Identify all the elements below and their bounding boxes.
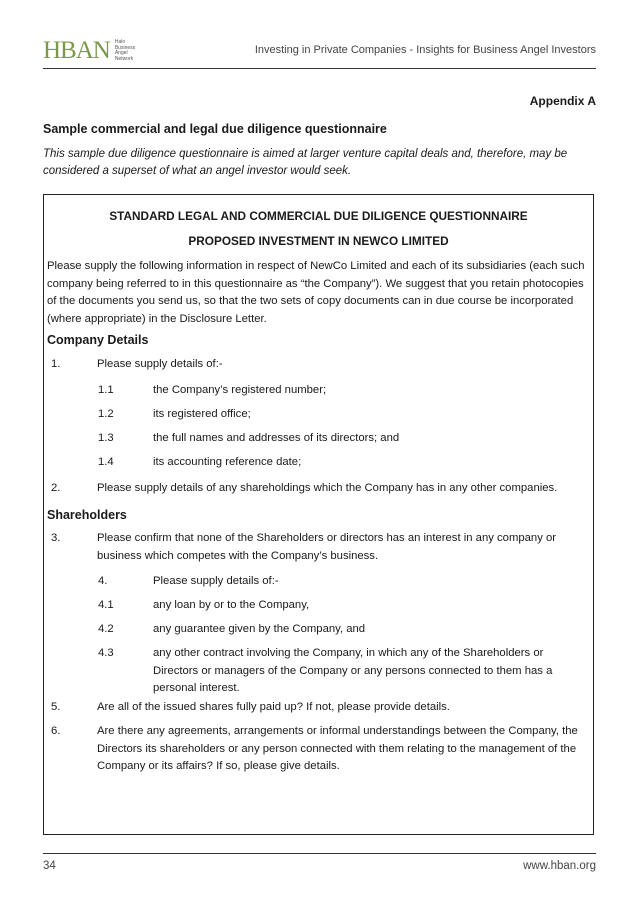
sub-item-number: 1.1 xyxy=(98,384,114,396)
website-link[interactable]: www.hban.org xyxy=(523,860,596,872)
item-number: 3. xyxy=(51,532,61,544)
sub-item-number: 4.3 xyxy=(98,647,114,659)
questionnaire-title: STANDARD LEGAL AND COMMERCIAL DUE DILIGENCE QUESTIONNAIRE xyxy=(109,209,528,223)
hban-logo xyxy=(43,38,135,64)
sub-item-text: its accounting reference date; xyxy=(153,456,302,468)
logo-subtitle xyxy=(115,40,135,62)
page-header xyxy=(43,36,596,68)
document-intro: This sample due diligence questionnaire is aimed at larger venture capital deals and, therefore, may be considered a superset of what an angel investor would seek. xyxy=(43,148,568,177)
item-number: 5. xyxy=(51,701,61,713)
sub-item-text: Please supply details of:- xyxy=(153,575,279,587)
item-text: Please confirm that none of the Shareholders or directors has an interest in any company or business which competes with the Company’s business. xyxy=(97,532,557,562)
sub-item-number: 4.1 xyxy=(98,599,114,611)
questionnaire-intro: Please supply the following information in respect of NewCo Limited and each of its subsidiaries (each such company being referred to in this questionnaire as “the Company”). We suggest that you retain photocopies of the documents you send us, so that the two sets of copy documents can in due course be incorporated (where appropriate) in the Disclosure Letter. xyxy=(47,260,585,325)
section-heading-shareholders: Shareholders xyxy=(47,508,127,522)
sub-item-text: any loan by or to the Company, xyxy=(153,599,310,611)
appendix-label: Appendix A xyxy=(529,94,596,108)
sub-item-number: 1.3 xyxy=(98,432,114,444)
logo-sub-line: Halo xyxy=(114,39,126,45)
footer-divider xyxy=(43,853,596,854)
sub-item-number: 1.4 xyxy=(98,456,114,468)
page-number: 34 xyxy=(43,860,56,872)
section-heading-company-details: Company Details xyxy=(47,333,149,347)
sub-item-text: the Company’s registered number; xyxy=(153,384,327,396)
item-text: Are there any agreements, arrangements or informal understandings between the Company, the Directors its shareholders or any person connected with them relating to the management of the Company or its affairs? If so, please give details. xyxy=(97,725,578,773)
logo-sub-line: Business xyxy=(114,44,136,51)
logo-mark: HBAN xyxy=(43,37,110,64)
header-title: Investing in Private Companies - Insights for Business Angel Investors xyxy=(254,44,596,56)
sub-item-number: 1.2 xyxy=(98,408,114,420)
item-text: Are all of the issued shares fully paid up? If not, please provide details. xyxy=(97,701,450,713)
item-text: Please supply details of:- xyxy=(97,358,223,370)
sub-item-text: any guarantee given by the Company, and xyxy=(153,623,366,635)
logo-sub-line: Network xyxy=(114,55,134,62)
sub-item-number: 4.2 xyxy=(98,623,114,635)
logo-sub-line: Angel xyxy=(114,50,128,56)
sub-item-text: its registered office; xyxy=(153,408,251,420)
questionnaire-subtitle: PROPOSED INVESTMENT IN NEWCO LIMITED xyxy=(188,234,449,248)
item-number: 2. xyxy=(51,482,61,494)
item-number: 6. xyxy=(51,725,61,737)
questionnaire-box xyxy=(43,194,594,835)
item-text: Please supply details of any shareholdings which the Company has in any other companies. xyxy=(97,482,558,494)
item-number: 1. xyxy=(51,358,61,370)
sub-item-number: 4. xyxy=(98,575,108,587)
sub-item-text: the full names and addresses of its directors; and xyxy=(153,432,400,444)
document-title: Sample commercial and legal due diligence questionnaire xyxy=(43,122,387,136)
sub-item-text: any other contract involving the Company, in which any of the Shareholders or Directors or managers of the Company or any persons connected to them has a personal interest. xyxy=(153,647,553,695)
header-divider xyxy=(43,68,596,69)
